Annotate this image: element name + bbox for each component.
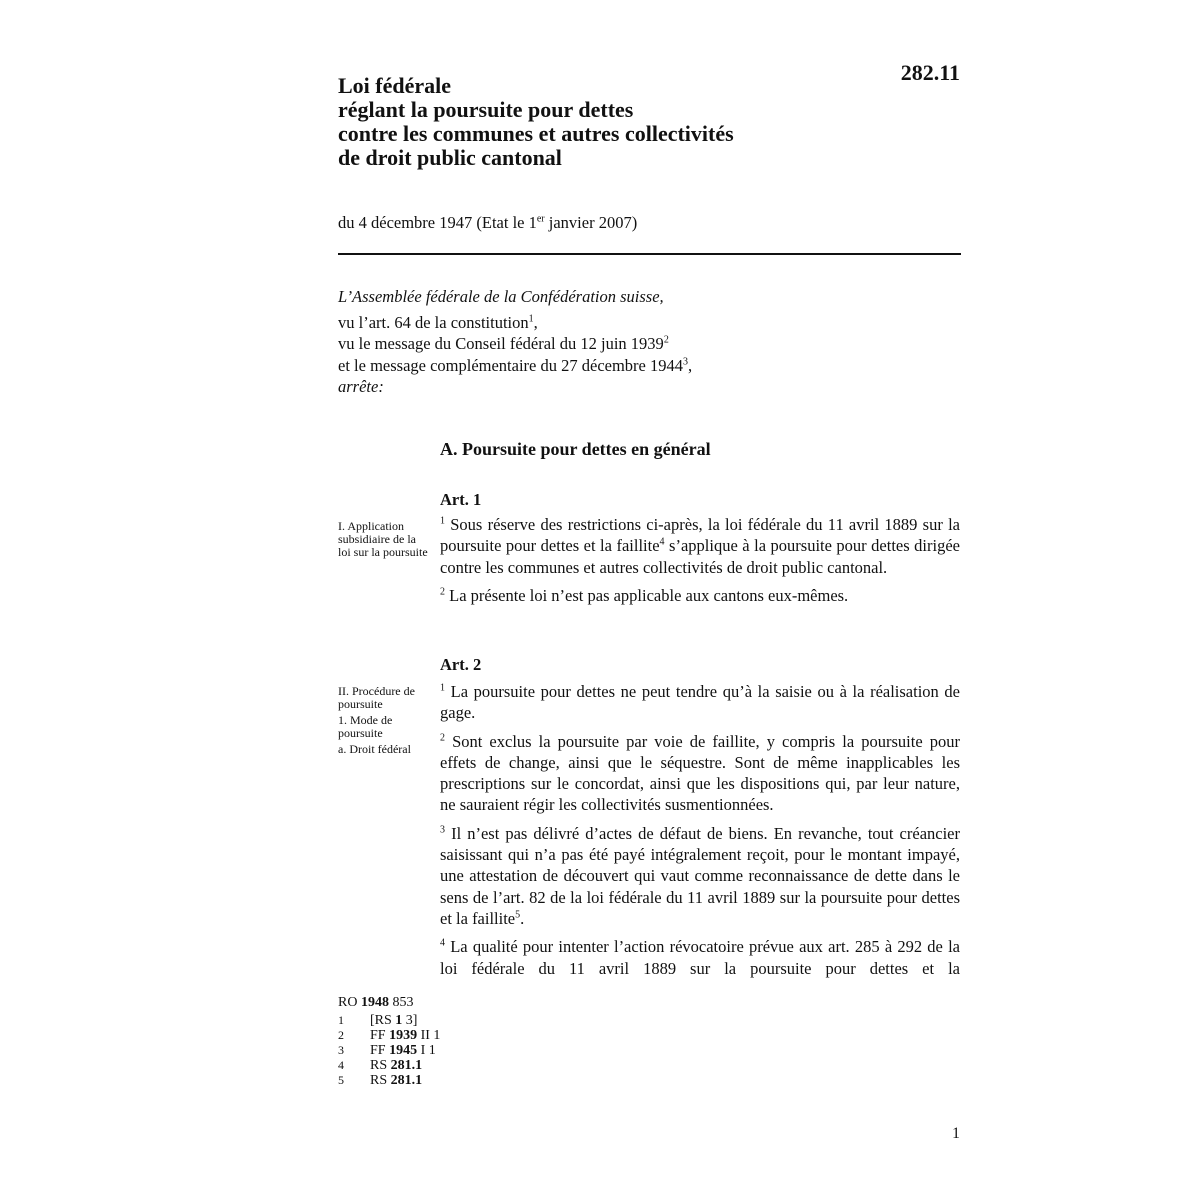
paragraph <box>440 585 960 606</box>
article-2-body <box>440 681 960 986</box>
preamble <box>338 286 692 398</box>
date-text: du 4 décembre 1947 (Etat le 1 <box>338 213 537 232</box>
text: I 1 <box>417 1043 436 1058</box>
article-1-body <box>440 514 960 613</box>
preamble-line <box>338 312 692 334</box>
text: , <box>533 312 538 332</box>
margin-notes <box>338 685 430 759</box>
para-number: 4 <box>440 937 445 949</box>
preamble-decree: arrête: <box>338 377 384 396</box>
text: vu l’art. 64 de la constitution <box>338 312 529 332</box>
law-date <box>338 213 637 233</box>
footnotes <box>338 995 440 1088</box>
text: 1939 <box>389 1028 418 1043</box>
paragraph <box>440 823 960 929</box>
preamble-line <box>338 355 692 377</box>
text: 1 <box>395 1013 403 1028</box>
divider <box>338 253 961 255</box>
rs-number: 282.11 <box>900 60 960 85</box>
text: 853 <box>388 995 414 1010</box>
preamble-assembly: L’Assemblée fédérale de la Confédération suisse, <box>338 287 664 306</box>
footnote <box>338 1043 440 1058</box>
para-number: 3 <box>440 824 445 836</box>
date-text: janvier 2007) <box>544 213 638 232</box>
footnote-number: 3 <box>338 1043 344 1057</box>
footnote <box>338 1028 440 1043</box>
text: Sont exclus la poursuite par voie de faillite, y compris la poursuite pour effets de change, ainsi que le séquestre. Sont de même inapplicables les prescriptions sur le concordat, ainsi que les dispositions qui, par leur nature, ne sauraient régir les collectivités susmentionnées. <box>440 731 960 815</box>
footnote-ref[interactable]: 3 <box>683 356 688 367</box>
date-sup: er <box>536 213 545 225</box>
text: 3] <box>402 1013 418 1028</box>
footnote-number: 4 <box>338 1058 344 1072</box>
title-line: de droit public cantonal <box>338 145 562 170</box>
footnote-number: 1 <box>338 1013 344 1027</box>
text: RS <box>370 1058 391 1073</box>
margin-note: a. Droit fédéral <box>338 742 411 756</box>
paragraph <box>440 731 960 816</box>
text: FF <box>370 1043 390 1058</box>
para-number: 2 <box>440 586 445 598</box>
text: 1945 <box>389 1043 418 1058</box>
margin-note: II. Procédure de poursuite <box>338 684 415 711</box>
text: La qualité pour intenter l’action révocatoire prévue aux art. 285 à 292 de la loi fédérale du 11 avril 1889 sur la poursuite pour dettes et la <box>440 937 960 978</box>
footnote-ref[interactable]: 1 <box>528 313 534 324</box>
section-heading: A. Poursuite pour dettes en général <box>440 439 711 459</box>
article-title: Art. 2 <box>440 655 482 674</box>
paragraph <box>440 936 960 979</box>
title-line: Loi fédérale <box>338 73 452 98</box>
text: et le message complémentaire du 27 décembre 1944 <box>338 355 683 375</box>
text: [RS <box>370 1013 396 1028</box>
para-number: 2 <box>440 732 445 744</box>
text: 281.1 <box>390 1073 423 1088</box>
preamble-line <box>338 333 692 355</box>
title-line: contre les communes et autres collectivités <box>338 121 734 146</box>
text: Il n’est pas délivré d’actes de défaut de biens. En revanche, tout créancier saisissant qui n’a pas été payé intégralement reçoit, pour le montant impayé, une attestation de découvert qui vaut comme reconnaissance de dette dans le sens de l’art. 82 de la loi fédérale du 11 avril 1889 sur la poursuite pour dettes et la faillite <box>440 823 960 928</box>
para-number: 1 <box>440 682 445 694</box>
ro-reference <box>338 995 440 1010</box>
footnote-number: 2 <box>338 1028 344 1042</box>
footnote <box>338 1073 440 1088</box>
text: s’applique à la poursuite pour dettes dirigée contre les communes et autres collectivités de droit public cantonal. <box>440 536 960 577</box>
paragraph <box>440 514 960 578</box>
text: La présente loi n’est pas applicable aux cantons eux-mêmes. <box>445 585 849 605</box>
footnote-ref[interactable]: 5 <box>515 909 521 921</box>
text: 281.1 <box>390 1058 423 1073</box>
text: RS <box>370 1073 391 1088</box>
title-line: réglant la poursuite pour dettes <box>338 97 634 122</box>
footnote-ref[interactable]: 2 <box>663 334 669 346</box>
page-number: 1 <box>952 1125 960 1142</box>
text: FF <box>370 1028 390 1043</box>
text: Sous réserve des restrictions ci-après, la loi fédérale du 11 avril 1889 sur la poursuite pour dettes et la faillite <box>440 515 960 556</box>
footnote-ref[interactable]: 4 <box>659 536 665 548</box>
text: vu le message du Conseil fédéral du 12 juin 1939 <box>338 334 664 353</box>
text: , <box>688 355 693 375</box>
footnote <box>338 1013 440 1028</box>
article-title: Art. 1 <box>440 490 482 509</box>
text: II 1 <box>417 1028 441 1043</box>
law-title <box>338 74 734 170</box>
margin-note: 1. Mode de poursuite <box>338 713 393 740</box>
footnote <box>338 1058 440 1073</box>
text: 1948 <box>360 995 389 1010</box>
text: La poursuite pour dettes ne peut tendre qu’à la saisie ou à la réalisation de gage. <box>440 682 960 723</box>
margin-note: I. Application subsidiaire de la loi sur la poursuite <box>338 519 428 559</box>
footnote-number: 5 <box>338 1073 344 1087</box>
para-number: 1 <box>440 515 445 527</box>
paragraph <box>440 681 960 724</box>
text: RO <box>338 995 361 1010</box>
text: . <box>520 908 525 928</box>
